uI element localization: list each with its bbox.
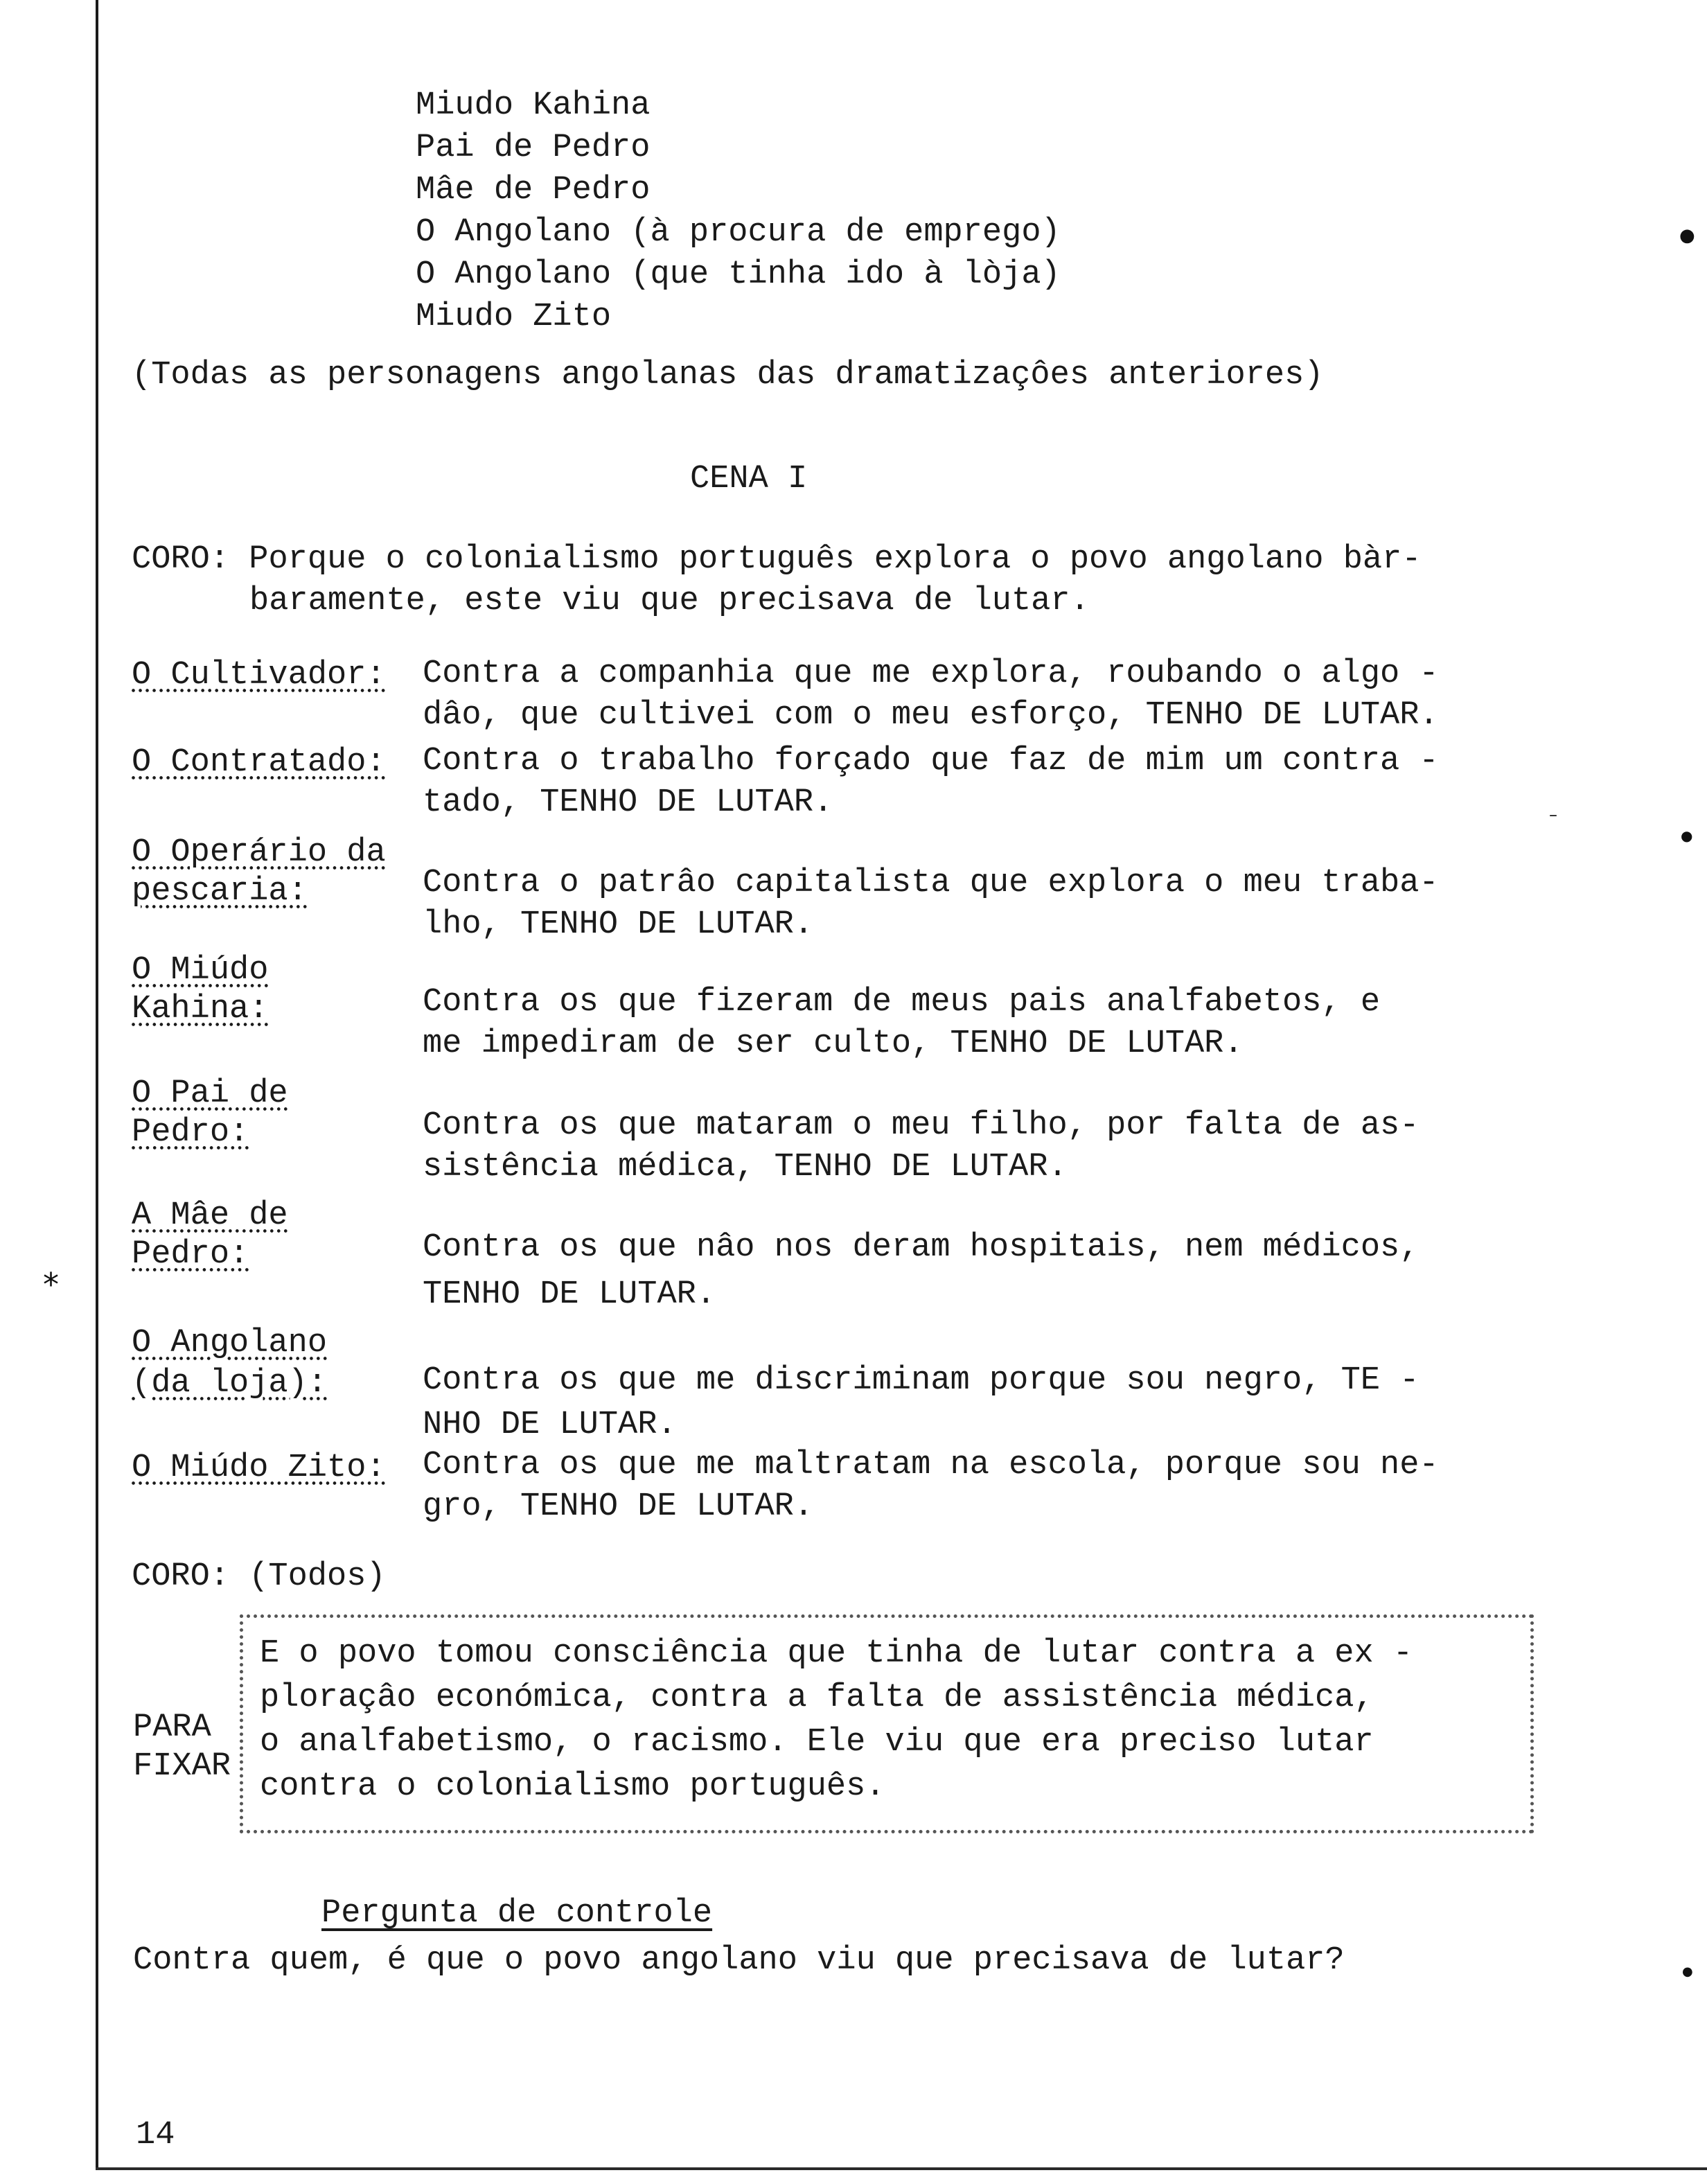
- dialogue-line: me impediram de ser culto, TENHO DE LUTAR.: [423, 1025, 1244, 1062]
- coro-intro-line-1: [132, 539, 1422, 581]
- coro-final: CORO: (Todos): [132, 1558, 386, 1595]
- para-fixar-text: [260, 1632, 1413, 1809]
- para-label: PARA: [133, 1709, 211, 1746]
- dialogue-line: Contra os que me maltratam na escola, porque sou ne-: [423, 1447, 1439, 1483]
- coro-speaker: CORO:: [132, 541, 230, 578]
- speaker-angolano-loja-2: (da loja):: [132, 1365, 328, 1402]
- box-line: o analfabetismo, o racismo. Ele viu que era preciso lutar: [260, 1724, 1374, 1761]
- cast-item: Miudo Kahina: [416, 87, 651, 124]
- page-number: 14: [136, 2117, 175, 2154]
- para-fixar-label: [133, 1709, 231, 1786]
- cast-item: O Angolano (à procura de emprego): [416, 214, 1061, 251]
- cast-note: (Todas as personagens angolanas das dramatizaçôes anteriores): [132, 357, 1324, 394]
- dialogue-line: TENHO DE LUTAR.: [423, 1276, 716, 1313]
- dialogue-line: Contra os que mataram o meu filho, por falta de as-: [423, 1107, 1419, 1144]
- speaker-cultivador: O Cultivador:: [132, 657, 386, 694]
- margin-dot: ●: [1679, 225, 1695, 246]
- cast-item: Miudo Zito: [416, 299, 612, 335]
- cast-item: Mâe de Pedro: [416, 172, 651, 209]
- scene-title: CENA I: [690, 461, 808, 497]
- speaker-mae-2: Pedro:: [132, 1236, 249, 1273]
- dialogue-line: Contra os que fizeram de meus pais analfabetos, e: [423, 984, 1381, 1021]
- cast-list: [416, 85, 1061, 338]
- box-line: ploraçâo económica, contra a falta de assistência médica,: [260, 1680, 1374, 1716]
- margin-dot: ●: [1682, 1964, 1693, 1979]
- para-fixar-box: [240, 1614, 1534, 1833]
- dialogue-line: lho, TENHO DE LUTAR.: [423, 906, 814, 943]
- asterisk-margin-mark: *: [43, 1266, 59, 1303]
- speaker-kahina-2: Kahina:: [132, 991, 269, 1028]
- dialogue-line: tado, TENHO DE LUTAR.: [423, 784, 833, 821]
- dialogue-line: Contra os que nâo nos deram hospitais, nem médicos,: [423, 1229, 1419, 1266]
- dialogue-line: dâo, que cultivei com o meu esforço, TENHO DE LUTAR.: [423, 697, 1439, 734]
- control-question: Contra quem, é que o povo angolano viu que precisava de lutar?: [133, 1942, 1345, 1979]
- speaker-pai: O Pai de: [132, 1075, 288, 1112]
- dialogue-line: sistência médica, TENHO DE LUTAR.: [423, 1149, 1068, 1186]
- dialogue-line: NHO DE LUTAR.: [423, 1407, 677, 1443]
- speaker-angolano-loja: O Angolano: [132, 1325, 328, 1362]
- speaker-pai-2: Pedro:: [132, 1114, 249, 1151]
- dialogue-line: Contra os que me discriminam porque sou negro, TE -: [423, 1362, 1419, 1399]
- speaker-contratado: O Contratado:: [132, 744, 386, 781]
- cast-item: Pai de Pedro: [416, 130, 651, 166]
- page-bottom-edge: [96, 2167, 1707, 2170]
- page-left-edge: [96, 0, 98, 2169]
- dialogue-line: Contra a companhia que me explora, roubando o algo -: [423, 655, 1439, 692]
- speaker-zito: O Miúdo Zito:: [132, 1450, 386, 1486]
- speaker-operario-2: pescaria:: [132, 873, 308, 910]
- coro-intro-line-2: baramente, este viu que precisava de lutar.: [249, 583, 1090, 619]
- speaker-mae: A Mâe de: [132, 1197, 288, 1234]
- coro-text: Porque o colonialismo português explora o povo angolano bàr-: [249, 541, 1422, 578]
- margin-dash: –: [1549, 805, 1557, 825]
- dialogue-line: Contra o trabalho forçado que faz de mim um contra -: [423, 743, 1439, 780]
- control-title: Pergunta de controle: [321, 1895, 713, 1932]
- speaker-operario: O Operário da: [132, 834, 386, 871]
- box-line: contra o colonialismo português.: [260, 1768, 885, 1805]
- speaker-kahina: O Miúdo: [132, 952, 269, 989]
- box-line: E o povo tomou consciência que tinha de lutar contra a ex -: [260, 1635, 1413, 1672]
- dialogue-line: gro, TENHO DE LUTAR.: [423, 1488, 814, 1525]
- margin-dot: ●: [1681, 827, 1693, 844]
- cast-item: O Angolano (que tinha ido à lòja): [416, 256, 1061, 293]
- dialogue-line: Contra o patrâo capitalista que explora o meu traba-: [423, 865, 1439, 901]
- fixar-label: FIXAR: [133, 1748, 231, 1785]
